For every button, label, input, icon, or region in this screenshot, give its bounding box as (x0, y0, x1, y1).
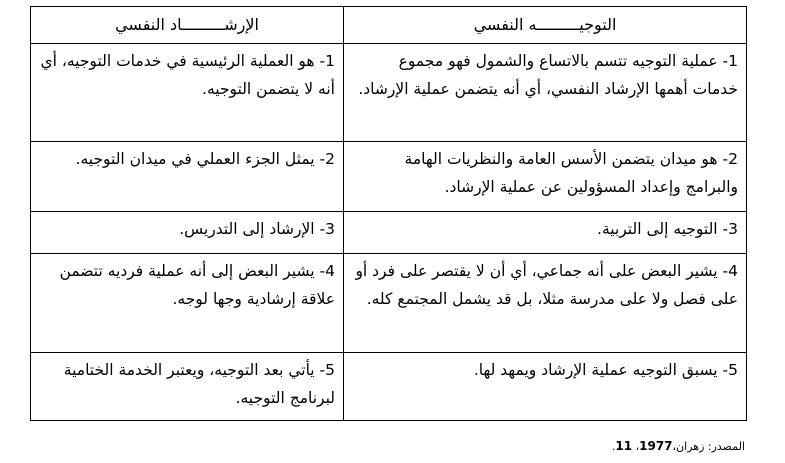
table-row (31, 44, 747, 142)
table-row (31, 142, 747, 212)
cell-counseling-5: 5- يأتي بعد التوجيه، ويعتبر الخدمة الختامية لبرنامج التوجيه. (31, 353, 344, 421)
cell-guidance-3: 3- التوجيه إلى التربية. (344, 212, 747, 254)
cell-counseling-1: 1- هو العملية الرئيسية في خدمات التوجيه، أي أنه لا يتضمن التوجيه. (31, 44, 344, 142)
header-counseling: الإرشـــــــــاد النفسي (31, 7, 344, 44)
source-citation (612, 438, 745, 455)
table-header-row (31, 7, 747, 44)
cell-guidance-4: 4- يشير البعض على أنه جماعي، أي أن لا يقتصر على فرد أو على فصل ولا على مدرسة مثلا، بل قد يشمل المجتمع كله. (344, 254, 747, 353)
cell-counseling-2: 2- يمثل الجزء العملي في ميدان التوجيه. (31, 142, 344, 212)
cell-guidance-1: 1- عملية التوجيه تتسم بالاتساع والشمول فهو مجموع خدمات أهمها الإرشاد النفسي، أي أنه يتضمن عملية الإرشاد. (344, 44, 747, 142)
cell-counseling-4: 4- يشير البعض إلى أنه عملية فرديه تتضمن علاقة إرشادية وجها لوجه. (31, 254, 344, 353)
source-label: المصدر: زهران، (672, 440, 745, 453)
table-row (31, 353, 747, 421)
comparison-table (30, 6, 747, 421)
cell-guidance-5: 5- يسبق التوجيه عملية الإرشاد ويمهد لها. (344, 353, 747, 421)
table-row (31, 254, 747, 353)
source-separator: ، (632, 440, 640, 453)
table-row (31, 212, 747, 254)
header-guidance: التوجيـــــــــه النفسي (344, 7, 747, 44)
cell-guidance-2: 2- هو ميدان يتضمن الأسس العامة والنظريات الهامة والبرامج وإعداد المسؤولين عن عملية الإرشاد. (344, 142, 747, 212)
source-end: . (611, 440, 616, 453)
source-year: 1977 (639, 439, 673, 453)
source-page: 11 (615, 439, 633, 453)
cell-counseling-3: 3- الإرشاد إلى التدريس. (31, 212, 344, 254)
